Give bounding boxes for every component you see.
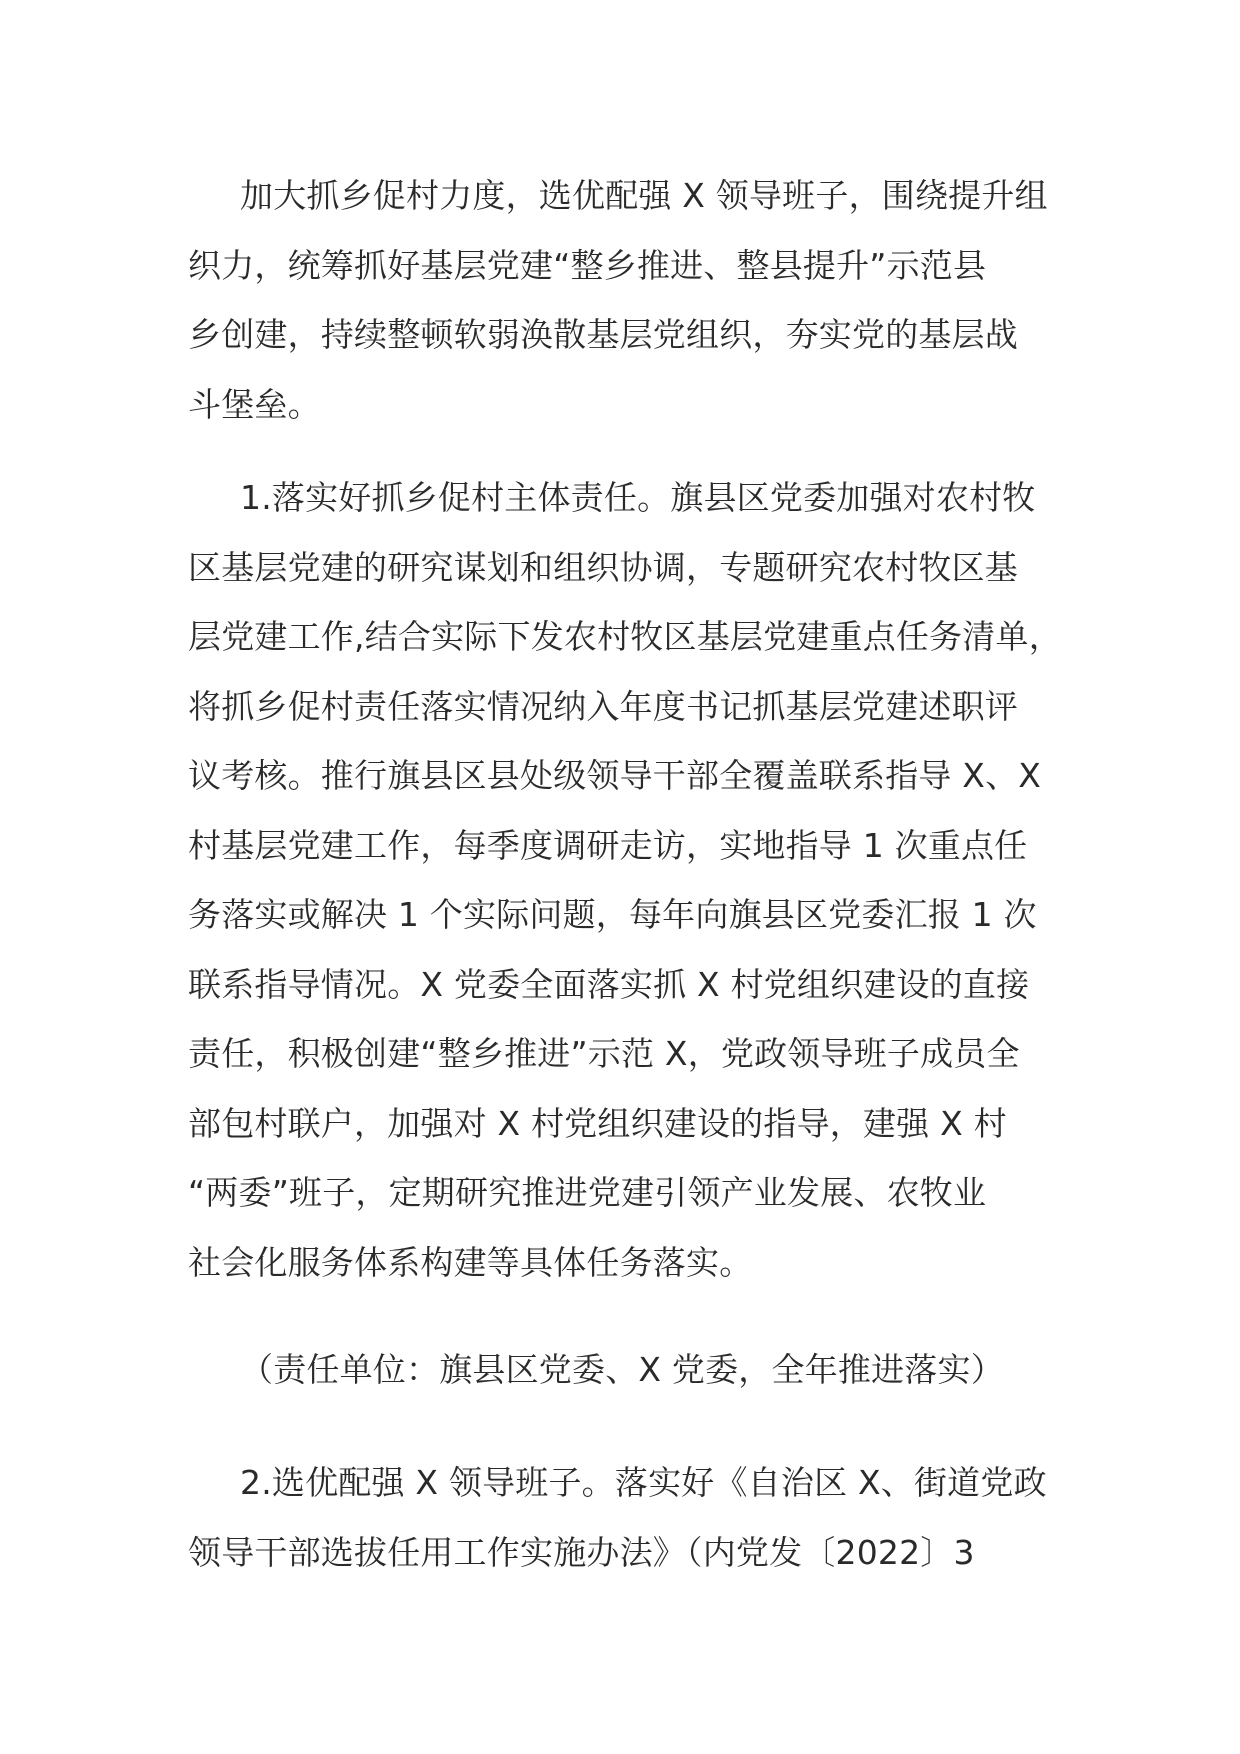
item-2-paragraph xyxy=(188,1448,1058,1587)
text-line: 斗堡垒。 xyxy=(188,384,321,424)
text-line: 社会化服务体系构建等具体任务落实。 xyxy=(188,1242,753,1282)
intro-paragraph xyxy=(188,161,1058,439)
text-line: 领导干部选拔任用工作实施办法》（内党发〔2022〕3 xyxy=(188,1532,975,1572)
text-line: 1.落实好抓乡促村主体责任。旗县区党委加强对农村牧 xyxy=(240,478,1036,517)
text-line: 将抓乡促村责任落实情况纳入年度书记抓基层党建述职评 xyxy=(188,686,1018,726)
text-line: 联系指导情况。X 党委全面落实抓 X 村党组织建设的直接 xyxy=(188,964,1030,1004)
text-line: 2.选优配强 X 领导班子。落实好《自治区 X、街道党政 xyxy=(240,1463,1047,1502)
item-1-paragraph xyxy=(188,463,1062,1297)
text-line: 责任，积极创建“整乡推进”示范 X，党政领导班子成员全 xyxy=(188,1034,1020,1073)
text-line: 议考核。推行旗县区县处级领导干部全覆盖联系指导 X、X xyxy=(188,756,1042,795)
text-line: 层党建工作,结合实际下发农村牧区基层党建重点任务清单， xyxy=(188,617,1062,656)
text-line: 乡创建，持续整顿软弱涣散基层党组织，夯实党的基层战 xyxy=(188,315,1018,354)
text-line: 部包村联户，加强对 X 村党组织建设的指导，建强 X 村 xyxy=(188,1103,1007,1143)
text-line: 区基层党建的研究谋划和组织协调，专题研究农村牧区基 xyxy=(188,547,1018,587)
text-line: 织力，统筹抓好基层党建“整乡推进、整县提升”示范县 xyxy=(188,245,987,285)
text-line: 务落实或解决 1 个实际问题，每年向旗县区党委汇报 1 次 xyxy=(188,895,1037,934)
responsibility-note xyxy=(188,1335,1058,1405)
text-line: （责任单位：旗县区党委、X 党委，全年推进落实） xyxy=(240,1350,1004,1389)
text-line: 村基层党建工作，每季度调研走访，实地指导 1 次重点任 xyxy=(188,825,1028,865)
text-line: 加大抓乡促村力度，选优配强 X 领导班子，围绕提升组 xyxy=(240,176,1048,215)
text-line: “两委”班子，定期研究推进党建引领产业发展、农牧业 xyxy=(188,1173,987,1212)
